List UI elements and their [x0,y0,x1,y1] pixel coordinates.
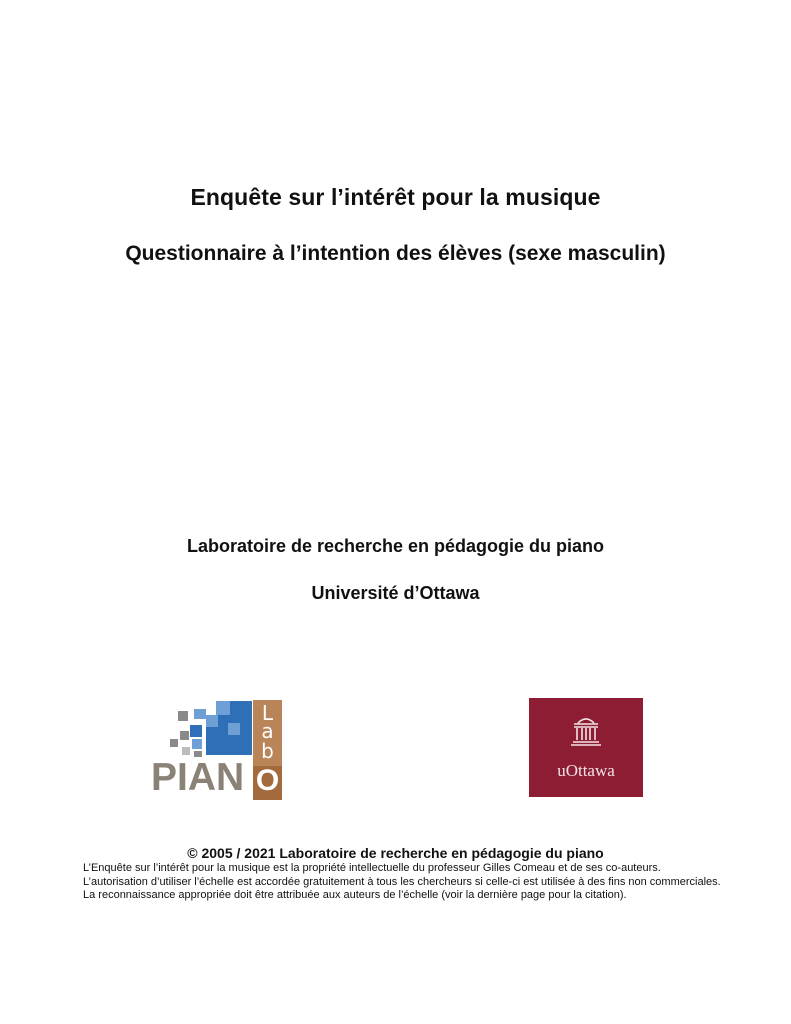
piano-word-main: PIAN [151,756,245,799]
copyright-line: © 2005 / 2021 Laboratoire de recherche en pédagogie du piano [187,845,604,861]
building-icon [568,714,604,748]
logo-square [230,701,252,715]
piano-word [151,758,244,798]
document-subtitle: Questionnaire à l’intention des élèves (sexe masculin) [125,242,666,265]
logo-square [190,725,202,737]
uottawa-label: uOttawa [557,761,615,780]
lab-name: Laboratoire de recherche en pédagogie du piano [186,536,605,556]
logo-square [194,709,206,719]
logo-square [178,711,188,721]
uottawa-logo [529,698,643,797]
piano-o-letter: O [255,764,280,797]
logo-square [228,723,240,735]
piano-lab-logo [150,697,285,801]
copyright-note: L’Enquête sur l’intérêt pour la musique est la propriété intellectuelle du professeur Gilles Comeau et de ses co-auteurs. L’autorisation d’utiliser l’échelle est accordée gratuitement à tous les chercheurs si celle-ci est utilisée à des fins non commerciales. La reconnaissance appropriée doit être attribuée aux auteurs de l’échelle (voir la dernière page pour la citation). [83,862,721,901]
logo-square [182,747,190,755]
university-name: Université d’Ottawa [311,583,480,603]
lab-letter: b [261,739,274,763]
document-title: Enquête sur l’intérêt pour la musique [190,184,601,210]
lab-letter: L [261,701,274,725]
logo-square [216,701,230,715]
logo-square [170,739,178,747]
logo-square [206,715,218,727]
logo-square [192,739,202,749]
logo-square [180,731,189,740]
lab-letter: a [261,719,274,743]
